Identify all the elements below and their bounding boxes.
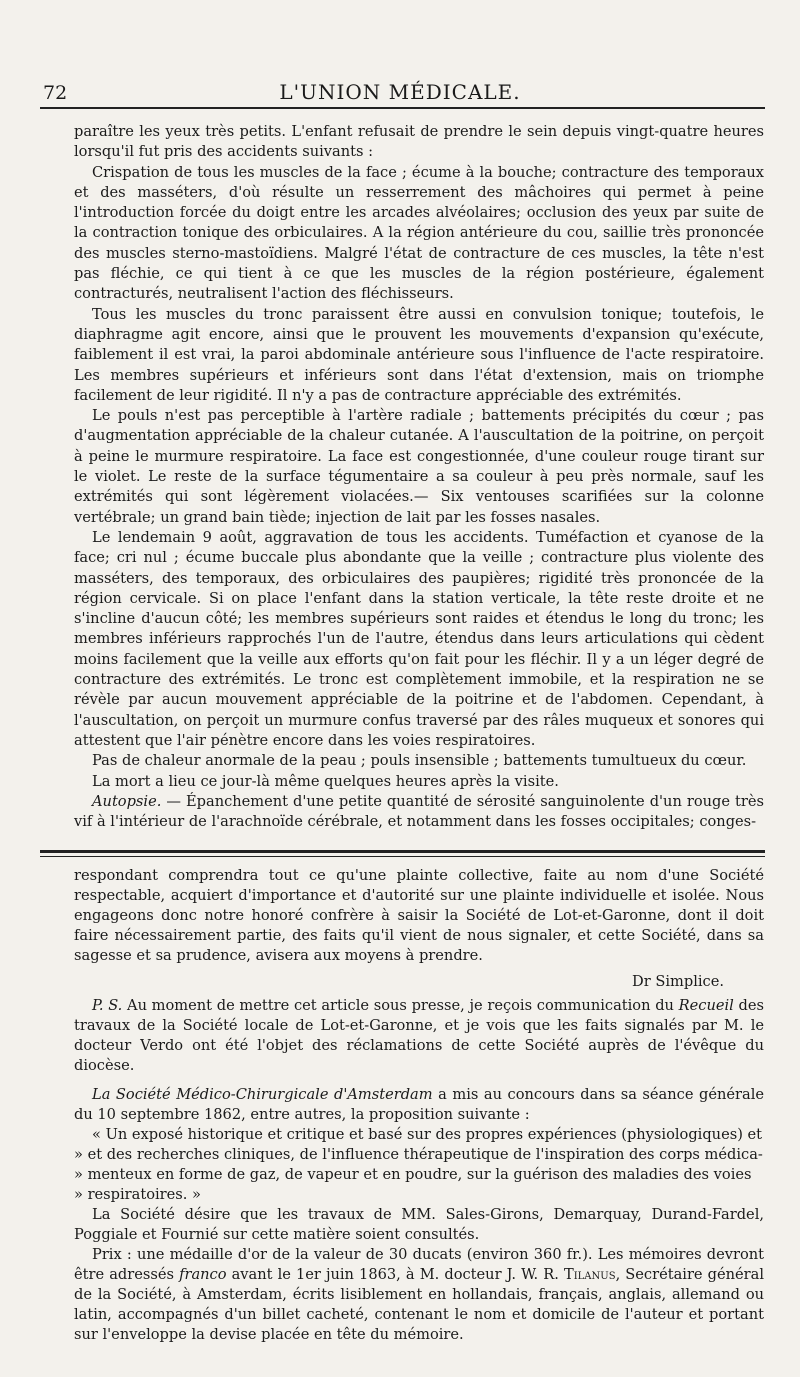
editorial-section xyxy=(74,866,764,1076)
quote-line: « Un exposé historique et critique et basé sur des propres expériences (physiologiques) et xyxy=(92,1126,763,1143)
autopsy-text: — Épanchement d'une petite quantité de sérosité sanguinolente d'un rouge très vif à l'intérieur de l'arachnoïde cérébrale, et notamment dans les fosses occipitales; conges- xyxy=(74,792,764,831)
paragraph: paraître les yeux très petits. L'enfant refusait de prendre le sein depuis vingt-quatre heures lorsqu'il fut pris des accidents suivants : xyxy=(74,123,764,161)
paragraph-text: , Secrétaire général de la Société, à Amsterdam, écrits lisiblement en hollandais, français, anglais, allemand ou latin, accompagnés d'un billet cacheté, contenant le nom et domicile de l'auteur et portant sur l'enveloppe la devise placée en tête du mémoire. xyxy=(74,1266,765,1343)
paragraph: respondant comprendra tout ce qu'une plainte collective, faite au nom d'une Société respectable, acquiert d'importance et d'autorité sur une plainte individuelle et isolée. Nous engageons donc notre honoré confrère à saisir la Société de Lot-et-Garonne, dont il doit faire nécessairement partie, des faits qu'il vient de nous signaler, et cette Société, dans sa sagesse et sa prudence, avisera aux moyens à prendre. xyxy=(74,867,764,964)
postscript xyxy=(74,996,764,1076)
ps-italic: Recueil xyxy=(678,997,734,1014)
quote-line: » et des recherches cliniques, de l'influence thérapeutique de l'inspiration des corps médica- xyxy=(74,1146,763,1163)
paragraph: La Société désire que les travaux de MM. Sales-Girons, Demarquay, Durand-Fardel, Poggiale et Fournié sur cette matière soient consultés. xyxy=(74,1206,764,1243)
case-report-section xyxy=(74,122,764,832)
paragraph xyxy=(74,1245,764,1345)
paragraph-text: avant le 1er juin 1863, à M. docteur J. W. R. xyxy=(226,1266,564,1283)
section-rule-thick xyxy=(40,850,765,853)
signature: Dr Simplice. xyxy=(632,973,724,990)
page-header xyxy=(40,80,760,110)
quote-line: » respiratoires. » xyxy=(74,1186,201,1203)
paragraph: Tous les muscles du tronc paraissent être aussi en convulsion tonique; toutefois, le diaphragme agit encore, ainsi que le prouvent les mouvements d'expansion qu'exécute, faiblement il est vrai, la paroi abdominale antérieure sous l'influence de l'acte respiratoire. Les membres supérieurs et inférieurs sont dans l'état d'extension, mais on triomphe facilement de leur rigidité. Il n'y a pas de contracture appréciable des extrémités. xyxy=(74,305,764,404)
italic-word: franco xyxy=(179,1266,227,1283)
paragraph xyxy=(74,1085,764,1125)
autopsy-paragraph xyxy=(74,792,764,833)
ps-label: P. S. xyxy=(92,997,123,1014)
paragraph: Pas de chaleur anormale de la peau ; pouls insensible ; battements tumultueux du cœur. xyxy=(92,752,747,770)
paragraph: Crispation de tous les muscles de la face ; écume à la bouche; contracture des temporaux et des masséters, d'où résulte un resserrement des mâchoires qui permet à peine l'introduction forcée du doigt entre les arcades alvéolaires; occlusion des yeux par suite de la contraction tonique des orbiculaires. A la région antérieure du cou, saillie très prononcée des muscles sterno-mastoïdiens. Malgré l'état de contracture de ces muscles, la tête n'est pas fléchie, ce qui tient à ce que les muscles de la région postérieure, également contracturés, neutralisent l'action des fléchisseurs. xyxy=(74,163,764,303)
competition-section xyxy=(74,1085,764,1345)
autopsy-heading: Autopsie. xyxy=(92,792,162,810)
ps-text: des travaux de la Société locale de Lot-et-Garonne, et je vois que les faits signalés par M. le docteur Verdo ont été l'objet des réclamations de cette Société auprès de l'évêque du diocèse. xyxy=(74,997,765,1074)
paragraph-text: a mis au concours dans sa séance générale du 10 septembre 1862, entre autres, la proposition suivante : xyxy=(74,1086,764,1123)
section-rule-thin xyxy=(40,856,765,857)
society-name: La Société Médico-Chirurgicale d'Amsterdam xyxy=(92,1086,433,1103)
quote-line: » menteux en forme de gaz, de vapeur et en poudre, sur la guérison des maladies des voies xyxy=(74,1166,752,1183)
paragraph: Le pouls n'est pas perceptible à l'artère radiale ; battements précipités du cœur ; pas d'augmentation appréciable de la chaleur cutanée. A l'auscultation de la poitrine, on perçoit à peine le murmure respiratoire. La face est congestionnée, d'une couleur rouge tirant sur le violet. Le reste de la surface tégumentaire a sa couleur à peu près normale, sauf les extrémités qui sont légèrement violacées.— Six ventouses scarifiées sur la colonne vertébrale; un grand bain tiède; injection de lait par les fosses nasales. xyxy=(74,407,764,526)
header-rule xyxy=(40,107,765,109)
paragraph: La mort a lieu ce jour-là même quelques heures après la visite. xyxy=(92,772,559,790)
paragraph-text: Prix : une médaille d'or de la valeur de 30 ducats (environ 360 fr.). Les mémoires devront être adressés xyxy=(74,1246,764,1283)
paragraph: Le lendemain 9 août, aggravation de tous les accidents. Tuméfaction et cyanose de la face; cri nul ; écume buccale plus abondante que la veille ; contracture plus violente des masséters, des temporaux, des orbiculaires des paupières; rigidité très prononcée de la région cervicale. Si on place l'enfant dans la station verticale, la tête reste droite et ne s'incline d'aucun côté; les membres supérieurs sont raides et étendus le long du tronc; les membres inférieurs rapprochés l'un de l'autre, étendus dans leurs articulations qui cèdent moins facilement que la veille aux efforts qu'on fait pour les fléchir. Il y a un léger degré de contracture des extrémités. Le tronc est complètement immobile, et la respiration ne se révèle par aucun mouvement appréciable de la poitrine et de l'abdomen. Cependant, à l'auscultation, on perçoit un murmure confus traversé par des râles muqueux et sonores qui attestent que l'air pénètre encore dans les voies respiratoires. xyxy=(74,528,764,749)
name-smallcaps: Tilanus xyxy=(563,1266,616,1283)
running-title: L'UNION MÉDICALE. xyxy=(279,80,521,104)
page-number: 72 xyxy=(43,82,68,104)
ps-text: Au moment de mettre cet article sous presse, je reçois communication du xyxy=(122,997,679,1014)
